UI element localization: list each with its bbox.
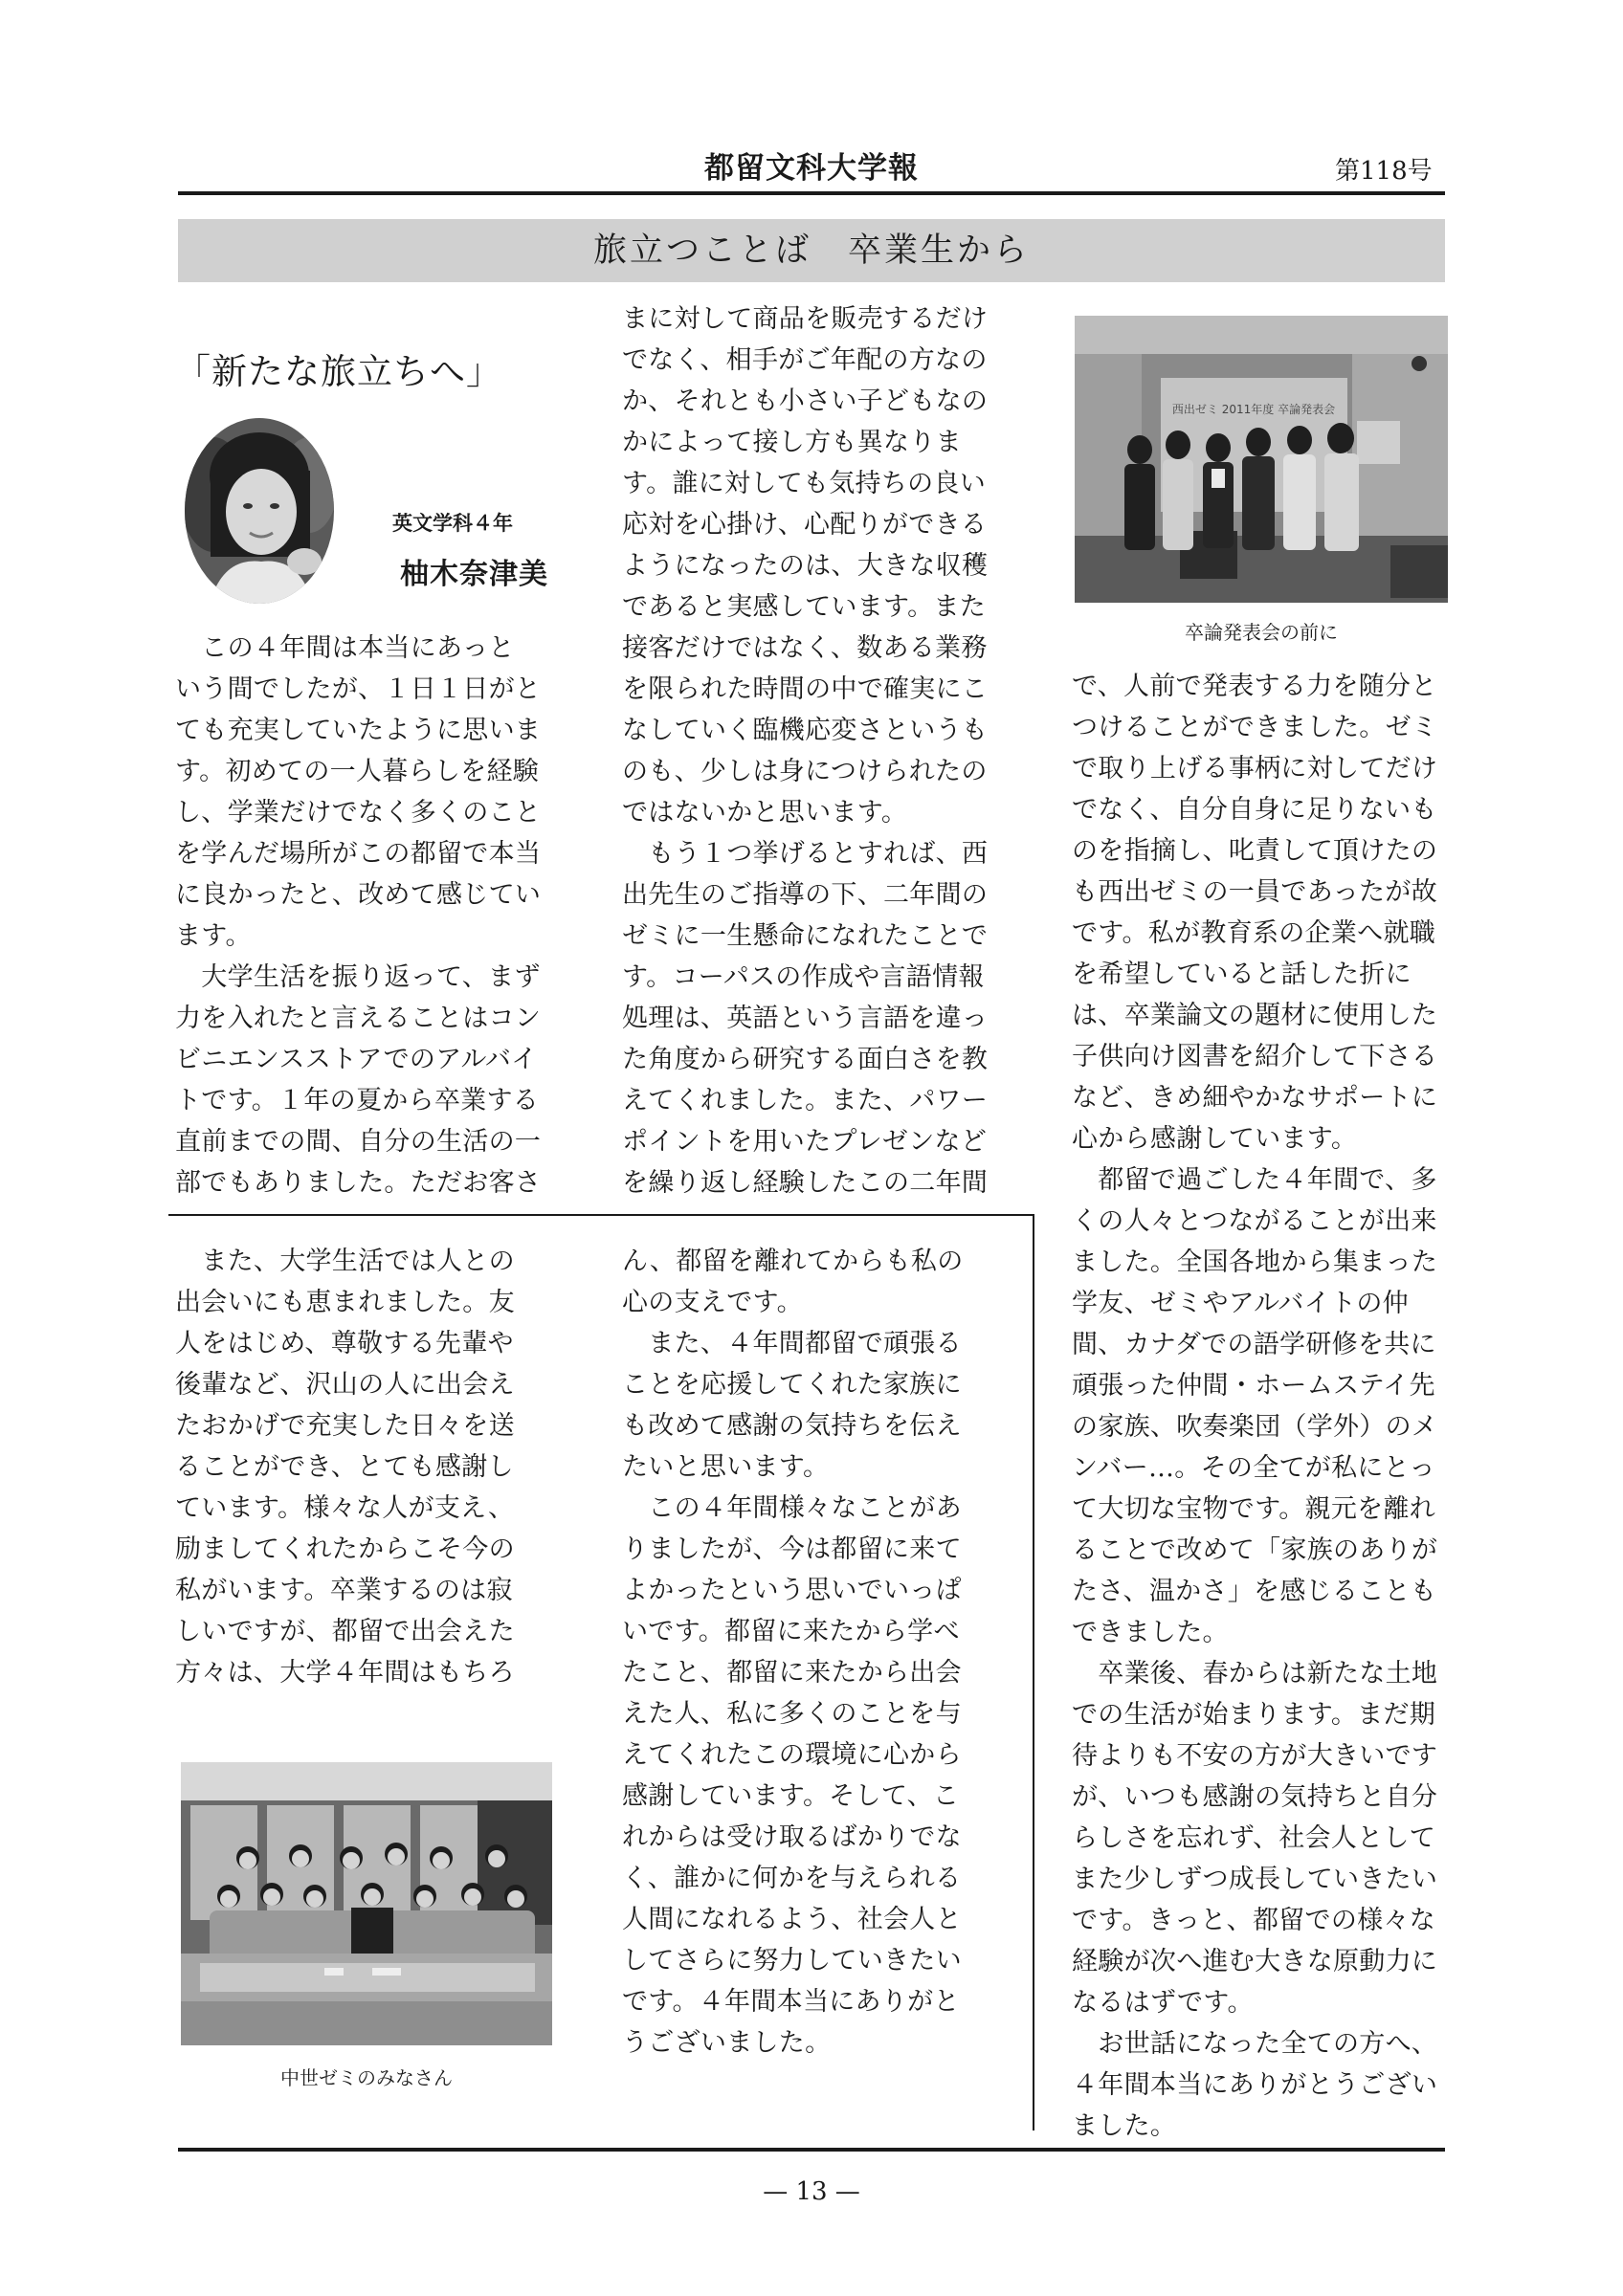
lower-column-1: また、大学生活では人との 出会いにも恵まれました。友 人をはじめ、尊敬する先輩や 後輩など、沢山の人に出会え たおかげで充実した日々を送 ることができ、とても感謝し ています。様々な人が支え、 励ましてくれたからこそ今の 私がいます。卒業するのは寂 しいですが、都留で出会えた 方々は、大学４年間はもちろ (175, 1247, 515, 1688)
author-name: 柚木奈津美 (400, 558, 548, 591)
lower-column-2: ん、都留を離れてからも私の 心の支えです。 また、４年間都留で頑張る ことを応援してくれた家族に も改めて感謝の気持ちを伝え たいと思います。 この４年間様々なことがあ りましたが、今は都留に来て よかったという思いでいっぱ いです。都留に来たから学べ たこと、都留に来たから出会 えた人、私に多くのことを与 えてくれたこの環境に心から 感謝しています。そして、こ れからは受け取るばかりでな く、誰かに何かを与えられる 人間になれるよう、社会人と してさらに努力していきたい です。４年間本当にありがと うございました。 (622, 1247, 964, 2058)
section-divider-vertical (1033, 1214, 1034, 2130)
issue-number: 第118号 (1335, 157, 1433, 186)
section-divider-horizontal (168, 1214, 1034, 1216)
seminar-group-photo (181, 1762, 552, 2045)
presentation-board-text: 西出ゼミ 2011年度 卒論発表会 (1171, 403, 1336, 416)
section-banner: 旅立つことば 卒業生から (178, 219, 1445, 282)
header-rule (178, 191, 1445, 195)
article-title: 「新たな旅立ちへ」 (175, 351, 502, 392)
column-3: で、人前で発表する力を随分と つけることができました。ゼミ で取り上げる事柄に対してだけ でなく、自分自身に足りないも のを指摘し、叱責して頂けたの も西出ゼミの一員であったが故 です。私が教育系の企業へ就職 を希望していると話した折に は、卒業論文の題材に使用した 子供向け図書を紹介して下さる など、きめ細やかなサポートに 心から感謝しています。 都留で過ごした４年間で、多 くの人々とつながることが出来 ました。全国各地から集まった 学友、ゼミやアルバイトの仲 間、カナダでの語学研修を共に 頑張った仲間・ホームステイ先 の家族、吹奏楽団（学外）のメ ンバー…。その全てが私にとっ て大切な宝物です。親元を離れ ることで改めて「家族のありが たさ、温かさ」を感じることも できました。 卒業後、春からは新たな土地 での生活が始まります。まだ期 待よりも不安の方が大きいです が、いつも感謝の気持ちと自分 らしさを忘れず、社会人として また少しずつ成長していきたい です。きっと、都留での様々な 経験が次へ進む大きな原動力に なるはずです。 お世話になった全ての方へ、 ４年間本当にありがとうござい ました。 (1072, 672, 1438, 2141)
footer-rule (178, 2148, 1445, 2152)
newsletter-title: 都留文科大学報 (704, 151, 919, 186)
seminar-presentation-photo (1075, 316, 1448, 603)
page-number: — 13 — (763, 2177, 860, 2206)
author-department: 英文学科４年 (392, 512, 513, 535)
upper-column-1: この４年間は本当にあっと いう間でしたが、１日１日がと ても充実していたように思いま す。初めての一人暮らしを経験 し、学業だけでなく多くのこと を学んだ場所がこの都留で本当 に良かったと、改めて感じてい ます。 大学生活を振り返って、まず 力を入れたと言えることはコン ビニエンスストアでのアルバイ トです。１年の夏から卒業する 直前までの間、自分の生活の一 部でもありました。ただお客さ (175, 633, 542, 1198)
bottom-photo-caption: 中世ゼミのみなさん (280, 2066, 453, 2089)
author-portrait (185, 418, 334, 604)
upper-column-2: まに対して商品を販売するだけ でなく、相手がご年配の方なの か、それとも小さい子どもなの かによって接し方も異なりま す。誰に対しても気持ちの良い 応対を心掛け、心配りができる ようになったのは、大きな収穫 であると実感しています。また 接客だけではなく、数ある業務 を限られた時間の中で確実にこ なしていく臨機応変さというも のも、少しは身につけられたの ではないかと思います。 もう１つ挙げるとすれば、西 出先生のご指導の下、二年間の ゼミに一生懸命になれたことで す。コーパスの作成や言語情報 処理は、英語という言語を違っ た角度から研究する面白さを教 えてくれました。また、パワー ポイントを用いたプレゼンなど を繰り返し経験したこの二年間 (622, 304, 989, 1198)
top-photo-caption: 卒論発表会の前に (1185, 621, 1338, 644)
